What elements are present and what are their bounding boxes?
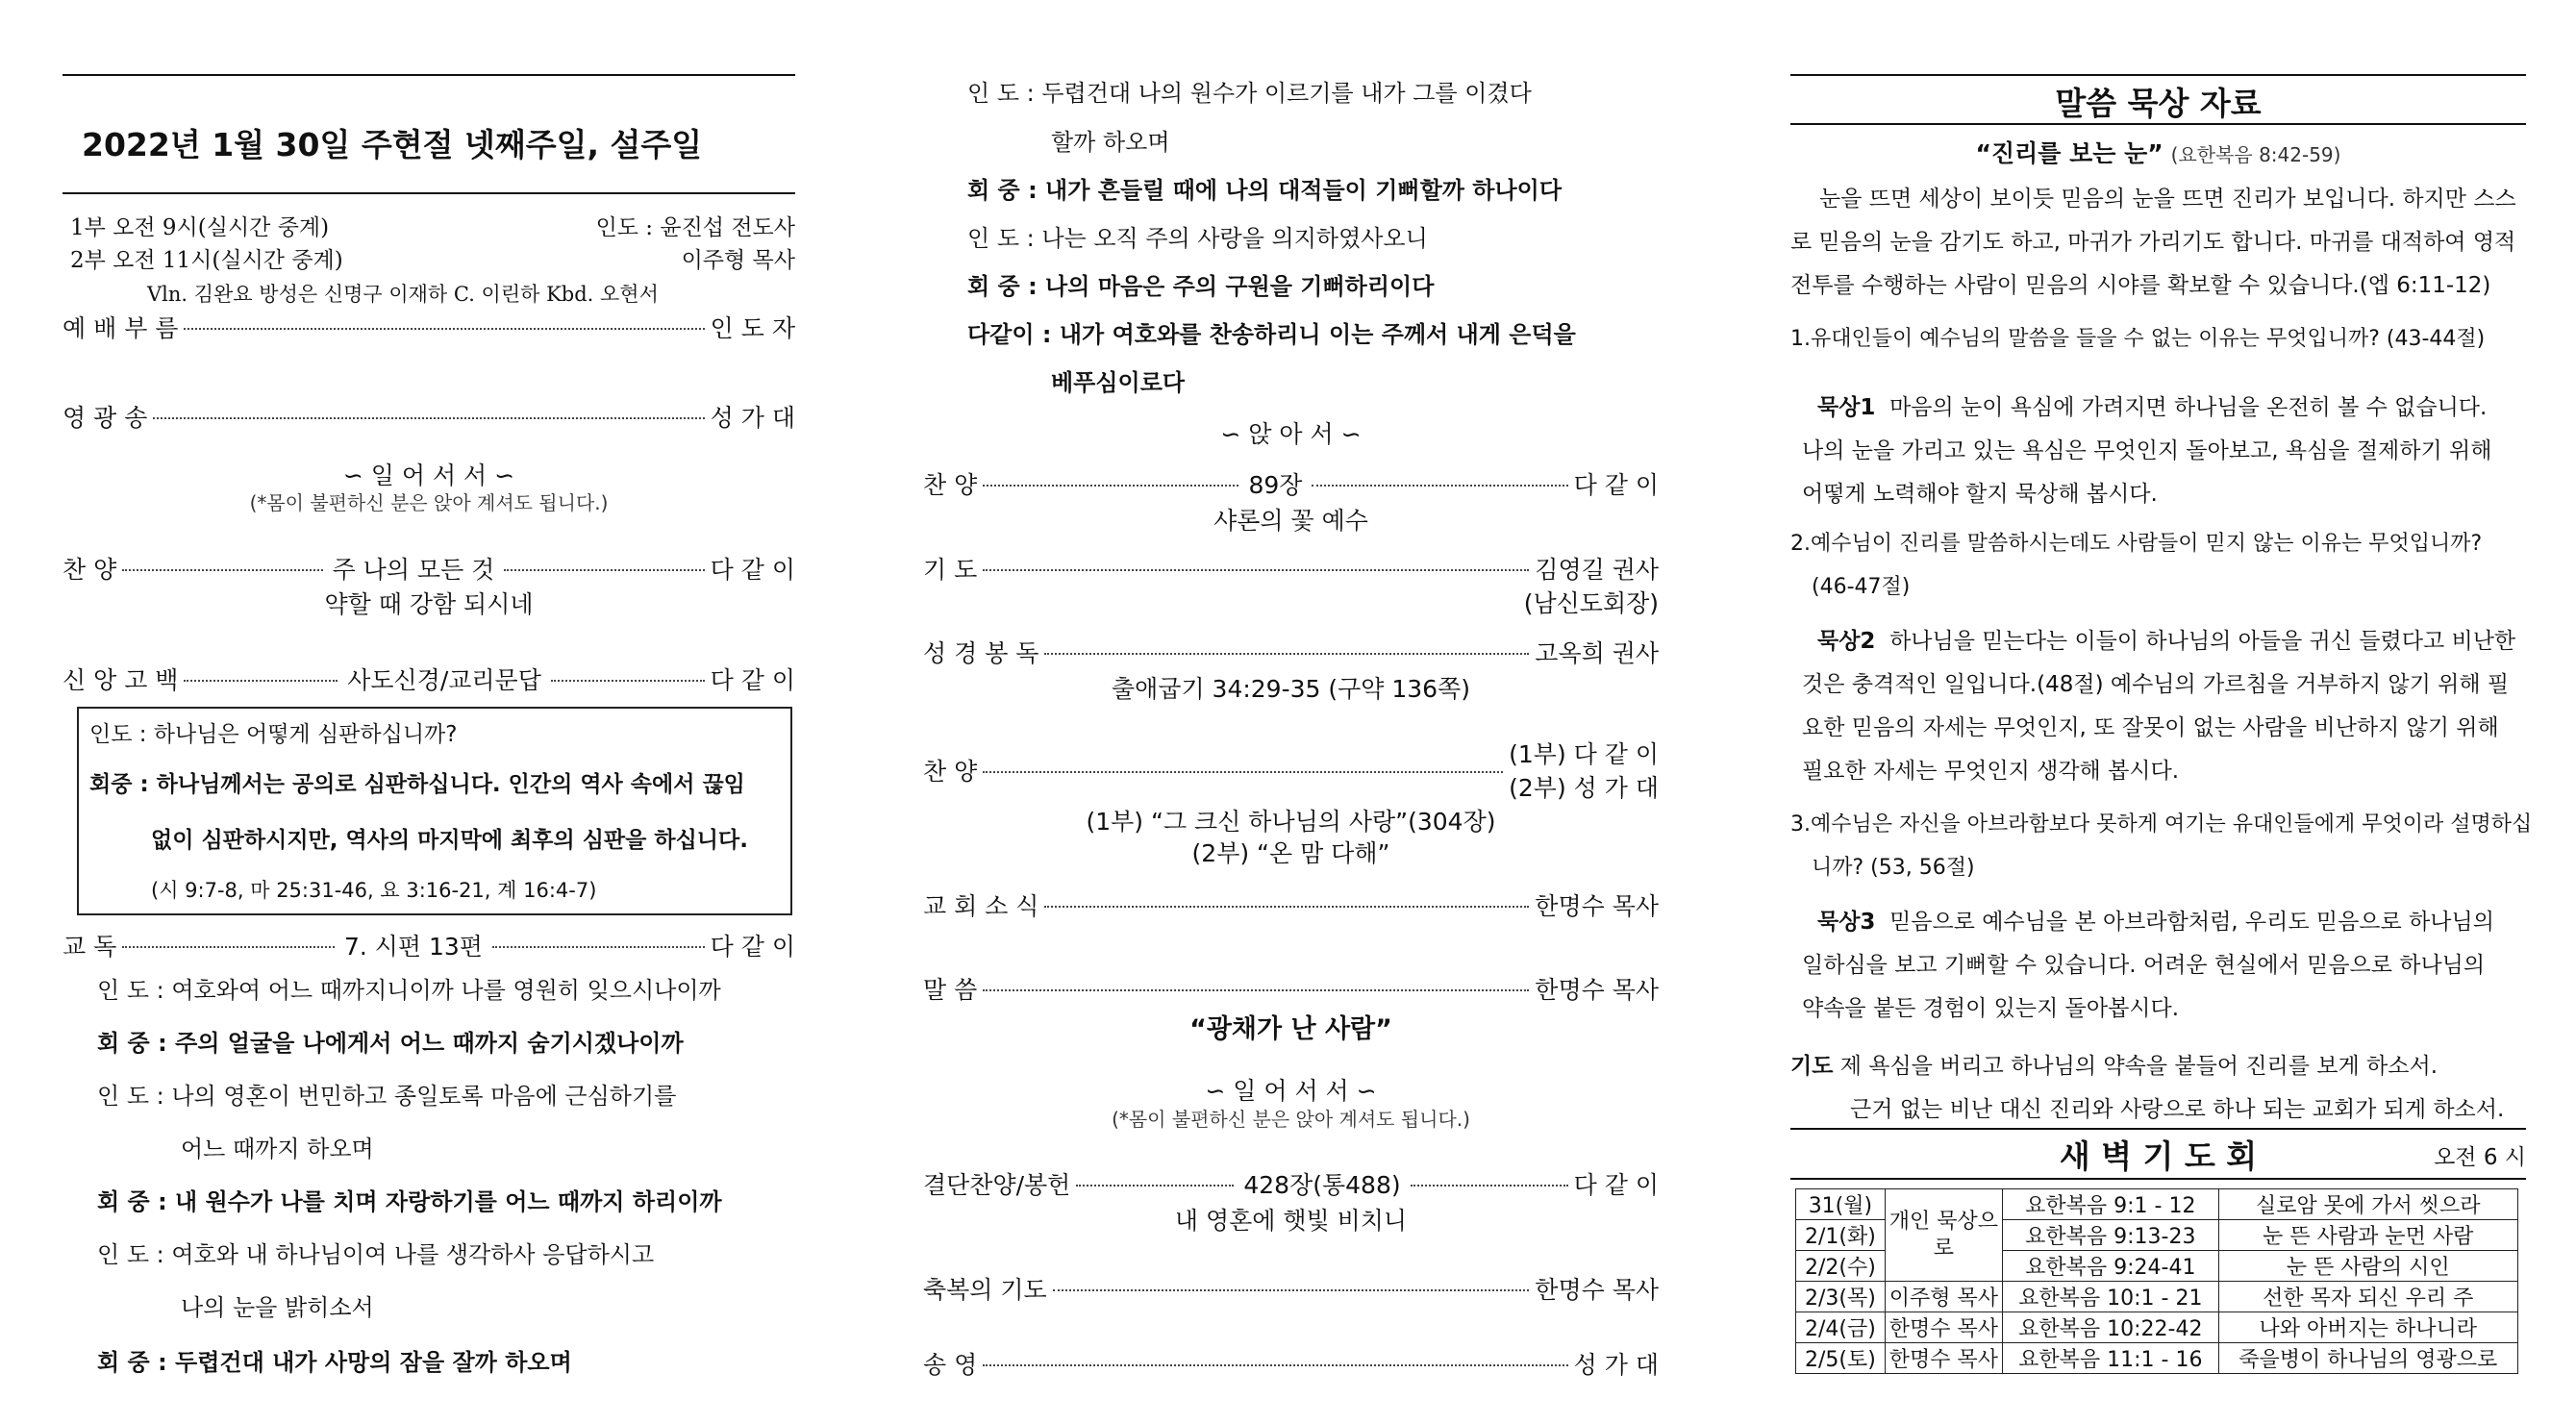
order-of-worship-part1: [63, 0, 795, 1424]
service2-time: 2부 오전 11시(실시간 중계): [70, 248, 343, 273]
announcements-row: [923, 887, 1659, 922]
passage-cell: 요한복음 9:24-41: [2003, 1251, 2218, 1282]
order-of-worship-part2: [923, 0, 1659, 1424]
sermon-row: [923, 971, 1659, 1006]
closing-prayer-1: [1790, 1048, 2438, 1080]
row-label: 축복의 기도: [923, 1276, 1047, 1304]
table-row: [1796, 1189, 2518, 1220]
meditation-line: 요한 믿음의 자세는 무엇인지, 또 잘못이 없는 사람을 비난하지 않기 위해: [1802, 715, 2499, 740]
hymn-subtitle: 약할 때 강함 되시네: [324, 590, 534, 618]
top-rule: [63, 74, 795, 76]
leader-dots: [184, 680, 338, 682]
meditation-line: 하나님을 믿는다는 이들이 하나님의 아들을 귀신 들렸다고 비난한: [1889, 629, 2516, 654]
meditation-top-rule: [1790, 74, 2526, 76]
table-row: [1796, 1282, 2518, 1312]
meditation-1: [1802, 387, 2491, 516]
leader-dots: [983, 569, 1529, 571]
row-person: 인 도 자: [710, 314, 795, 342]
topic-cell: 눈 뜬 사람의 시인: [2218, 1251, 2517, 1282]
dawn-prayer-table: [1795, 1188, 2518, 1374]
row-label: 기 도: [923, 556, 978, 584]
row-label: 신 앙 고 백: [63, 666, 179, 694]
call-to-worship-row: [63, 310, 795, 344]
reading-line: 베푸심이로다: [1051, 369, 1186, 396]
row-label: 찬 양: [923, 758, 978, 786]
dawn-prayer-time: 오전 6 시: [2434, 1145, 2526, 1170]
reading-line: 인 도 : 두렵건대 나의 원수가 이르기를 내가 그를 이겼다: [967, 80, 1532, 107]
row-person: 다 같 이: [1573, 471, 1660, 499]
musicians: Vln. 김완요 방성은 신명구 이재하 C. 이린하 Kbd. 오현서: [147, 283, 659, 306]
leader-dots: [983, 485, 1238, 487]
meditation-2: [1802, 620, 2515, 793]
day-cell: 2/4(금): [1796, 1312, 1886, 1343]
meditation-line: 마음의 눈이 욕심에 가려지면 하나님을 온전히 볼 수 없습니다.: [1889, 395, 2488, 420]
row-person: 한명수 목사: [1535, 976, 1659, 1004]
stand-up-note: (*몸이 불편하신 분은 앉아 계셔도 됩니다.): [1112, 1108, 1470, 1131]
meditation-theme: “진리를 보는 눈”: [1975, 139, 2163, 167]
meditation-line: 나의 눈을 가리고 있는 욕심은 무엇인지 돌아보고, 욕심을 절제하기 위해: [1802, 438, 2492, 463]
row-person: 다 같 이: [710, 933, 795, 961]
row-person: 다 같 이: [1573, 1171, 1659, 1199]
service1-leader: 인도 : 윤진섭 전도사: [595, 215, 795, 240]
meditation-label: 묵상3: [1817, 910, 1876, 935]
meditation-3: [1802, 901, 2494, 1031]
creed-title: 사도신경/교리문답: [347, 666, 541, 694]
anthem-performer-1: (1부) 다 같 이: [1509, 740, 1659, 768]
passage-cell: 요한복음 9:1 - 12: [2003, 1189, 2218, 1220]
leader-dots: [122, 946, 335, 948]
doxology-row: [923, 1346, 1659, 1381]
meditation-title: 말씀 묵상 자료: [2055, 85, 2262, 122]
hymn-row: [63, 551, 795, 586]
title-rule: [63, 192, 795, 194]
intro-line: 전투를 수행하는 사람이 믿음의 시야를 확보할 수 있습니다.(엡 6:11-12): [1790, 273, 2491, 298]
row-person: 성 가 대: [710, 404, 795, 432]
reading-line: 나의 눈을 밝히소서: [181, 1294, 374, 1321]
passage-cell: 요한복음 9:13-23: [2003, 1220, 2218, 1251]
meditation-title-rule: [1790, 123, 2526, 125]
topic-cell: 선한 목자 되신 우리 주: [2218, 1282, 2517, 1312]
day-cell: 31(월): [1796, 1189, 1886, 1220]
personal-meditation-cell: 개인 묵상으로: [1885, 1189, 2002, 1282]
hymn-number: 89장: [1248, 471, 1303, 499]
leader-dots: [1044, 653, 1529, 655]
reading-line: 다같이 : 내가 여호와를 찬송하리니 이는 주께서 내게 은덕을: [967, 321, 1576, 348]
service2-leader: 이주형 목사: [681, 248, 795, 273]
stand-up-marker: ∽ 일 어 서 서 ∽: [342, 462, 515, 489]
row-label: 말 씀: [923, 976, 978, 1004]
scripture-row: [923, 635, 1659, 669]
leader-dots: [1411, 1185, 1568, 1187]
day-cell: 2/5(토): [1796, 1343, 1886, 1374]
reading-line: 인 도 : 여호와 내 하나님이여 나를 생각하사 응답하시고: [97, 1241, 655, 1268]
row-label: 영 광 송: [63, 404, 148, 432]
meditation-label: 묵상1: [1817, 395, 1876, 420]
row-person: 한명수 목사: [1535, 1276, 1659, 1304]
benediction-row: [923, 1271, 1659, 1306]
leader-dots: [1312, 485, 1567, 487]
day-cell: 2/3(목): [1796, 1282, 1886, 1312]
table-row: [1796, 1312, 2518, 1343]
row-label: 결단찬양/봉헌: [923, 1171, 1071, 1199]
reading-line: 인 도 : 나는 오직 주의 사랑을 의지하였사오니: [967, 225, 1428, 252]
leader-dots: [122, 569, 322, 571]
leader-dots: [184, 328, 704, 330]
meditation-reference: (요한복음 8:42-59): [2170, 143, 2341, 166]
leader-dots: [983, 989, 1529, 991]
gloria-row: [63, 399, 795, 434]
reading-line: 회 중 : 내 원수가 나를 치며 자랑하기를 어느 때까지 하리이까: [97, 1188, 722, 1215]
leader-cell: 한명수 목사: [1885, 1343, 2002, 1374]
hymn-subtitle: 샤론의 꽃 예수: [1213, 507, 1368, 535]
hymn-row: [923, 466, 1659, 501]
row-person: 다 같 이: [710, 666, 795, 694]
meditation-line: 필요한 자세는 무엇인지 생각해 봅시다.: [1802, 759, 2180, 784]
leader-dots: [1076, 1185, 1234, 1187]
offering-row: [923, 1166, 1659, 1201]
meditation-line: 일하심을 보고 기뻐할 수 있습니다. 어려운 현실에서 믿음으로 하나님의: [1802, 953, 2486, 978]
reading-line: 회 중 : 두렵건대 내가 사망의 잠을 잘까 하오며: [97, 1349, 572, 1376]
intro-paragraph: [1790, 178, 2526, 308]
sermon-title: “광채가 난 사람”: [1189, 1014, 1392, 1044]
row-person: 고옥희 권사: [1535, 639, 1659, 667]
row-label: 교 독: [63, 933, 117, 961]
catechism-question: 인도 : 하나님은 어떻게 심판하십니까?: [89, 722, 458, 747]
reading-line: 회 중 : 내가 흔들릴 때에 나의 대적들이 기뻐할까 하나이다: [967, 177, 1563, 204]
leader-cell: 이주형 목사: [1885, 1282, 2002, 1312]
question-3-ref: 니까? (53, 56절): [1812, 856, 1975, 880]
catechism-answer-2: 없이 심판하시지만, 역사의 마지막에 최후의 심판을 하십니다.: [151, 828, 748, 853]
leader-dots: [492, 946, 705, 948]
responsive-reading-row: [63, 928, 795, 962]
creed-row: [63, 662, 795, 696]
reading-line: 인 도 : 여호와여 어느 때까지니이까 나를 영원히 잊으시나이까: [97, 977, 721, 1004]
stand-up-marker: ∽ 일 어 서 서 ∽: [1205, 1077, 1377, 1105]
table-row: [1796, 1343, 2518, 1374]
dawn-top-rule: [1790, 1128, 2526, 1130]
question-2-ref: (46-47절): [1812, 575, 1911, 599]
page-title: 2022년 1월 30일 주현절 넷째주일, 설주일: [82, 126, 703, 163]
reading-line: 회 중 : 나의 마음은 주의 구원을 기뻐하리이다: [967, 273, 1435, 300]
meditation-line: 믿음으로 예수님을 본 아브라함처럼, 우리도 믿음으로 하나님의: [1889, 910, 2494, 935]
row-person: 김영길 권사: [1535, 556, 1659, 584]
topic-cell: 죽을병이 하나님의 영광으로: [2218, 1343, 2517, 1374]
row-label: 송 영: [923, 1351, 978, 1379]
anthem-title-1: (1부) “그 크신 하나님의 사랑”(304장): [1086, 808, 1496, 836]
row-person: 한명수 목사: [1535, 892, 1659, 920]
question-3: 3.예수님은 자신을 아브라함보다 못하게 여기는 유대인들에게 무엇이라 설명하십: [1790, 812, 2533, 837]
reading-line: 인 도 : 나의 영혼이 번민하고 종일토록 마음에 근심하기를: [97, 1083, 677, 1110]
meditation-line: 어떻게 노력해야 할지 묵상해 봅시다.: [1802, 482, 2158, 507]
question-1: 1.유대인들이 예수님의 말씀을 들을 수 없는 이유는 무엇입니까? (43-44절): [1790, 327, 2486, 351]
reading-line: 할까 하오며: [1051, 129, 1170, 156]
meditation-label: 묵상2: [1817, 629, 1876, 654]
leader-dots: [153, 417, 704, 419]
topic-cell: 눈 뜬 사람과 눈먼 사람: [2218, 1220, 2517, 1251]
meditation-line: 것은 충격적인 일입니다.(48절) 예수님의 가르침을 거부하지 않기 위해 필: [1802, 672, 2510, 697]
anthem-performer-2: (2부) 성 가 대: [1509, 774, 1659, 802]
service1-time: 1부 오전 9시(실시간 중계): [70, 215, 330, 240]
passage-cell: 요한복음 10:22-42: [2003, 1312, 2218, 1343]
day-cell: 2/1(화): [1796, 1220, 1886, 1251]
prayer-row: [923, 551, 1659, 586]
leader-dots: [551, 680, 705, 682]
passage-cell: 요한복음 10:1 - 21: [2003, 1282, 2218, 1312]
topic-cell: 실로암 못에 가서 씻으라: [2218, 1189, 2517, 1220]
row-label: 성 경 봉 독: [923, 639, 1039, 667]
row-person: 성 가 대: [1573, 1351, 1659, 1379]
anthem-title-2: (2부) “온 맘 다해”: [1191, 839, 1390, 867]
leader-dots: [504, 569, 704, 571]
meditation-line: 약속을 붙든 경험이 있는지 돌아봅시다.: [1802, 996, 2180, 1021]
reading-title: 7. 시편 13편: [343, 933, 483, 961]
passage-cell: 요한복음 11:1 - 16: [2003, 1343, 2218, 1374]
catechism-answer-1: 회중 : 하나님께서는 공의로 심판하십니다. 인간의 역사 속에서 끊임: [89, 772, 745, 797]
day-cell: 2/2(수): [1796, 1251, 1886, 1282]
leader-dots: [1044, 906, 1529, 908]
prayer-person-role: (남신도회장): [1523, 589, 1659, 617]
topic-cell: 나와 아버지는 하나니라: [2218, 1312, 2517, 1343]
row-label: 예 배 부 름: [63, 314, 179, 342]
sit-down-marker: ∽ 앉 아 서 ∽: [1220, 420, 1362, 448]
catechism-reference: (시 9:7-8, 마 25:31-46, 요 3:16-21, 계 16:4-7): [151, 879, 597, 902]
leader-dots: [983, 1364, 1567, 1366]
dawn-prayer-title: 새 벽 기 도 회: [2059, 1137, 2258, 1175]
row-person: 다 같 이: [710, 556, 796, 584]
leader-cell: 한명수 목사: [1885, 1312, 2002, 1343]
hymn-title: 주 나의 모든 것: [332, 556, 495, 584]
closing-prayer-2: 근거 없는 비난 대신 진리와 사랑으로 하나 되는 교회가 되게 하소서.: [1850, 1097, 2505, 1122]
reading-line: 어느 때까지 하오며: [181, 1136, 374, 1162]
reading-line: 회 중 : 주의 얼굴을 나에게서 어느 때까지 숨기시겠나이까: [97, 1030, 684, 1057]
prayer-line: 제 욕심을 버리고 하나님의 약속을 붙들어 진리를 보게 하소서.: [1839, 1054, 2438, 1079]
row-label: 찬 양: [63, 556, 117, 584]
dawn-title-rule: [1790, 1178, 2526, 1180]
offering-subtitle: 내 영혼에 햇빛 비치니: [1174, 1207, 1408, 1235]
scripture-passage: 출애굽기 34:29-35 (구약 136쪽): [1112, 675, 1470, 703]
intro-line: 눈을 뜨면 세상이 보이듯 믿음의 눈을 뜨면 진리가 보입니다. 하지만 스스: [1819, 187, 2516, 212]
row-label: 교 회 소 식: [923, 892, 1039, 920]
prayer-label: 기도: [1790, 1054, 1834, 1079]
offering-hymn: 428장(통488): [1243, 1171, 1401, 1199]
intro-line: 로 믿음의 눈을 감기도 하고, 마귀가 가리기도 합니다. 마귀를 대적하여 영적: [1790, 230, 2516, 255]
stand-up-note: (*몸이 불편하신 분은 앉아 계셔도 됩니다.): [249, 491, 609, 514]
leader-dots: [983, 771, 1503, 773]
meditation-section: [1790, 0, 2533, 1424]
meditation-subtitle: [1790, 135, 2526, 169]
question-2: 2.예수님이 진리를 말씀하시는데도 사람들이 믿지 않는 이유는 무엇입니까?: [1790, 532, 2483, 556]
row-label: 찬 양: [923, 471, 978, 499]
leader-dots: [1053, 1289, 1530, 1291]
